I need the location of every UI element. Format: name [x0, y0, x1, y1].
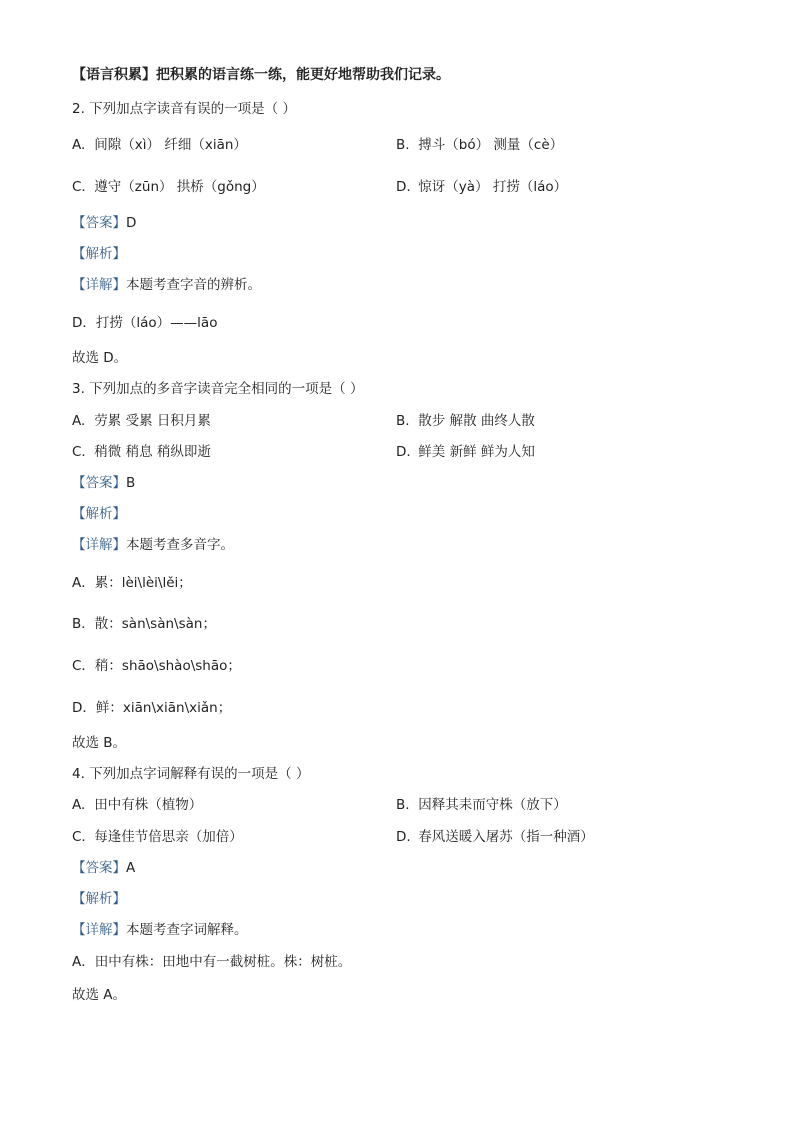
option-letter: D.: [396, 179, 411, 195]
option-letter: D.: [396, 829, 411, 845]
answer-label: 【答案】: [72, 475, 126, 491]
option-text: 劳累 受累 日积月累: [94, 413, 211, 429]
detail-label: 【详解】: [72, 922, 126, 938]
option-text: 鲜美 新鲜 鲜为人知: [418, 444, 535, 460]
option-letter: C.: [72, 829, 86, 845]
q2-answer: [72, 214, 136, 232]
q3-answer: [72, 474, 135, 492]
detail-text: 本题考查字词解释。: [126, 922, 248, 938]
q4-stem: 4. 下列加点字词解释有误的一项是（ ）: [72, 766, 310, 782]
q3-detail: [72, 536, 234, 554]
q3-option-b: [396, 412, 535, 430]
option-text: 稍微 稍息 稍纵即逝: [94, 444, 211, 460]
option-text: 散步 解散 曲终人散: [418, 413, 535, 429]
q4-analysis-label: 【解析】: [72, 891, 126, 907]
q3-option-a: [72, 412, 211, 430]
q3-explanation-line: C．稍：shāo\shào\shāo；: [72, 658, 241, 674]
answer-value: B: [126, 475, 136, 491]
option-letter: B.: [396, 137, 410, 153]
q4-option-b: [396, 796, 567, 814]
q3-explanation-line: A．累：lèi\lèi\lěi；: [72, 575, 192, 591]
q2-explanation-line: D．打捞（láo）——lāo: [72, 315, 218, 331]
option-text: 搏斗（bó） 测量（cè）: [418, 137, 564, 153]
option-text: 因释其耒而守株（放下）: [418, 797, 567, 813]
detail-label: 【详解】: [72, 537, 126, 553]
option-letter: B.: [396, 797, 410, 813]
option-text: 田中有株（植物）: [94, 797, 203, 813]
option-text: 遵守（zūn） 拱桥（gǒng）: [94, 179, 265, 195]
q3-explanation-line: B．散：sàn\sàn\sàn；: [72, 616, 216, 632]
q3-stem: 3. 下列加点的多音字读音完全相同的一项是（ ）: [72, 381, 364, 397]
q3-option-c: [72, 443, 211, 461]
q3-analysis-label: 【解析】: [72, 506, 126, 522]
answer-value: D: [126, 215, 137, 231]
option-text: 春风送暖入屠苏（指一种酒）: [418, 829, 594, 845]
q3-conclusion: 故选 B。: [72, 735, 127, 751]
q2-conclusion: 故选 D。: [72, 350, 128, 366]
q2-stem: 2. 下列加点字读音有误的一项是（ ）: [72, 101, 296, 117]
q4-explanation-line: A．田中有株：田地中有一截树桩。株：树桩。: [72, 954, 352, 970]
q4-answer: [72, 859, 135, 877]
option-letter: A.: [72, 797, 86, 813]
detail-text: 本题考查字音的辨析。: [126, 277, 261, 293]
q3-explanation-line: D．鲜：xiān\xiān\xiǎn；: [72, 700, 232, 716]
section-title: 【语言积累】把积累的语言练一练，能更好地帮助我们记录。: [72, 67, 450, 83]
option-text: 间隙（xì） 纤细（xiān）: [94, 137, 247, 153]
option-text: 每逢佳节倍思亲（加倍）: [94, 829, 243, 845]
answer-value: A: [126, 860, 136, 876]
answer-label: 【答案】: [72, 215, 126, 231]
q4-detail: [72, 921, 248, 939]
option-text: 惊讶（yà） 打捞（láo）: [418, 179, 568, 195]
option-letter: C.: [72, 444, 86, 460]
detail-text: 本题考查多音字。: [126, 537, 234, 553]
q2-analysis-label: 【解析】: [72, 246, 126, 262]
option-letter: D.: [396, 444, 411, 460]
q2-detail: [72, 276, 261, 294]
option-letter: C.: [72, 179, 86, 195]
q2-option-c: [72, 178, 265, 196]
q4-option-d: [396, 828, 594, 846]
option-letter: B.: [396, 413, 410, 429]
q4-option-a: [72, 796, 202, 814]
answer-label: 【答案】: [72, 860, 126, 876]
q4-conclusion: 故选 A。: [72, 987, 127, 1003]
q2-option-d: [396, 178, 567, 196]
option-letter: A.: [72, 413, 86, 429]
q2-option-a: [72, 136, 247, 154]
q2-option-b: [396, 136, 563, 154]
detail-label: 【详解】: [72, 277, 126, 293]
q4-option-c: [72, 828, 243, 846]
option-letter: A.: [72, 137, 86, 153]
q3-option-d: [396, 443, 535, 461]
